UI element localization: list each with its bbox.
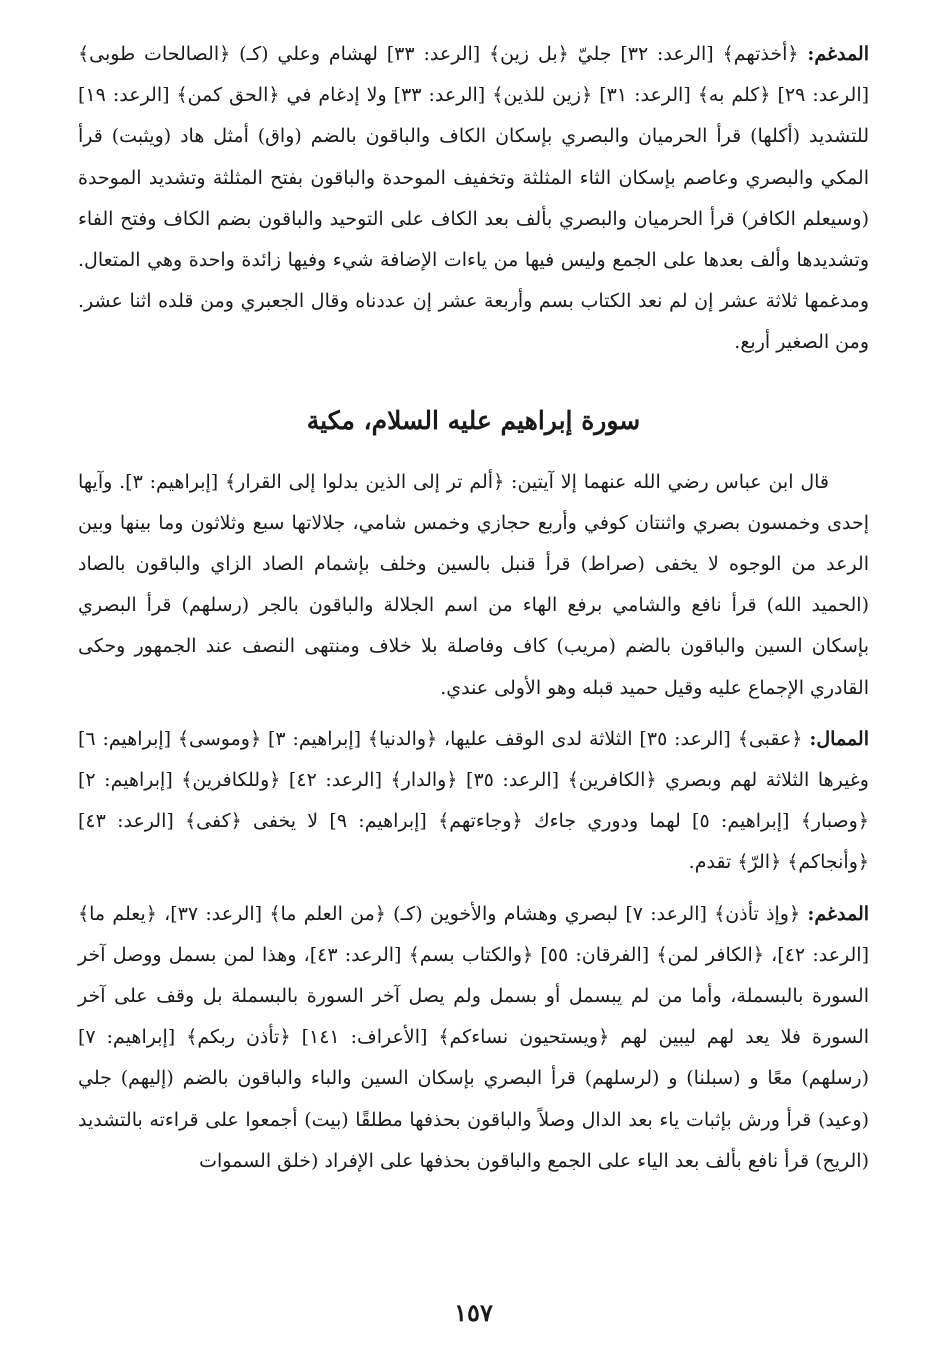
surah-title: سورة إبراهيم عليه السلام، مكية: [306, 405, 641, 435]
page-number: ١٥٧: [454, 1298, 493, 1327]
page-body: [78, 34, 869, 1182]
paragraph-text: ﴿أخذتهم﴾ [الرعد: ٣٢] جليّ ﴿بل زين﴾ [الرعد: ٣٣] لهشام وعلي (كـ) ﴿الصالحات طوبى﴾ [الرعد: ٢٩] ﴿كلم به﴾ [الرعد: ٣١] ﴿زين للذين﴾ [الرعد: ٣٣] ولا إدغام في ﴿الحق كمن﴾ [الرعد: ١٩] للتشديد (أكلها) قرأ الحرميان والبصري بإسكان الكاف والباقون بالضم (واق) أمثل هاد (ويثبت) قرأ المكي والبصري وعاصم بإسكان الثاء المثلثة وتخفيف الموحدة والباقون بفتح المثلثة وتشديد الموحدة (وسيعلم الكافر) قرأ الحرميان والبصري بألف بعد الكاف على التوحيد والباقون بضم الكاف وفتح الفاء وتشديدها وألف بعدها على الجمع وليس فيها من ياءات الإضافة شيء وفيها زائدة واحدة وهي المتعال. ومدغمها ثلاثة عشر إن لم نعد الكتاب بسم وأربعة عشر إن عددناه وقال الجعبري ومن قلده اثنا عشر. ومن الصغير أربع.: [78, 43, 870, 354]
paragraph-text: قال ابن عباس رضي الله عنهما إلا آيتين: ﴿ألم تر إلى الذين بدلوا إلى القرار﴾ [إبراهيم: ٣]. وآيها إحدى وخمسون بصري واثنتان كوفي وأربع حجازي وخمس شامي، جلالاتها سبع وثلاثون وما بينها وبين الرعد من الوجوه لا يخفى (صراط) قرأ قنبل بالسين وخلف بإشمام الصاد الزاي والباقون بالصاد (الحميد الله) قرأ نافع والشامي برفع الهاء من اسم الجلالة والباقون بالجر (رسلهم) قرأ البصري بإسكان السين والباقون بالضم (مريب) كاف وفاصلة بلا خلاف ومنتهى النصف عند الجمهور وحكى القادري الإجماع عليه وقيل حميد قبله وهو الأولى عندي.: [78, 470, 869, 699]
paragraph-surah-intro: [78, 462, 869, 709]
paragraph-mudgham-raad: [78, 34, 869, 364]
paragraph-text: ﴿وإذ تأذن﴾ [الرعد: ٧] لبصري وهشام والأخوين (كـ) ﴿من العلم ما﴾ [الرعد: ٣٧]، ﴿يعلم ما﴾ [الرعد: ٤٢]، ﴿الكافر لمن﴾ [الفرقان: ٥٥] ﴿والكتاب بسم﴾ [الرعد: ٤٣]، وهذا لمن بسمل ووصل آخر السورة بالبسملة، وأما من لم يبسمل أو بسمل ولم يصل آخر السورة بالبسملة بل وقف على آخر السورة فلا يعد لهم ليبين لهم ﴿ويستحيون نساءكم﴾ [الأعراف: ١٤١] ﴿تأذن ربكم﴾ [إبراهيم: ٧] (رسلهم) معًا و (سبلنا) و (لرسلهم) قرأ البصري بإسكان السين والباء والباقون بالضم (إليهم) جلي (وعيد) قرأ ورش بإثبات ياء بعد الدال وصلاً والباقون بحذفها مطلقًا (بيت) أجمعوا على قراءته بالتشديد (الريح) قرأ نافع بألف بعد الياء على الجمع والباقون بحذفها على الإفراد (خلق السموات: [78, 902, 869, 1172]
paragraph-text: ﴿عقبى﴾ [الرعد: ٣٥] الثلاثة لدى الوقف عليها، ﴿والدنيا﴾ [إبراهيم: ٣] ﴿وموسى﴾ [إبراهيم: ٦] وغيرها الثلاثة لهم وبصري ﴿الكافرين﴾ [الرعد: ٣٥] ﴿والدار﴾ [الرعد: ٤٢] ﴿وللكافرين﴾ [إبراهيم: ٢] ﴿وصبار﴾ [إبراهيم: ٥] لهما ودوري جاءك ﴿وجاءتهم﴾ [إبراهيم: ٩] لا يخفى ﴿كفى﴾ [الرعد: ٤٣] ﴿وأنجاكم﴾ ﴿الرّ﴾ تقدم.: [78, 727, 869, 874]
paragraph-mumal: [78, 719, 869, 884]
paragraph-lead-label: المدغم:: [807, 43, 869, 65]
paragraph-lead-label: المدغم:: [807, 902, 870, 925]
paragraph-lead-label: الممال:: [809, 727, 869, 750]
paragraph-mudgham-ibrahim: [78, 894, 869, 1182]
